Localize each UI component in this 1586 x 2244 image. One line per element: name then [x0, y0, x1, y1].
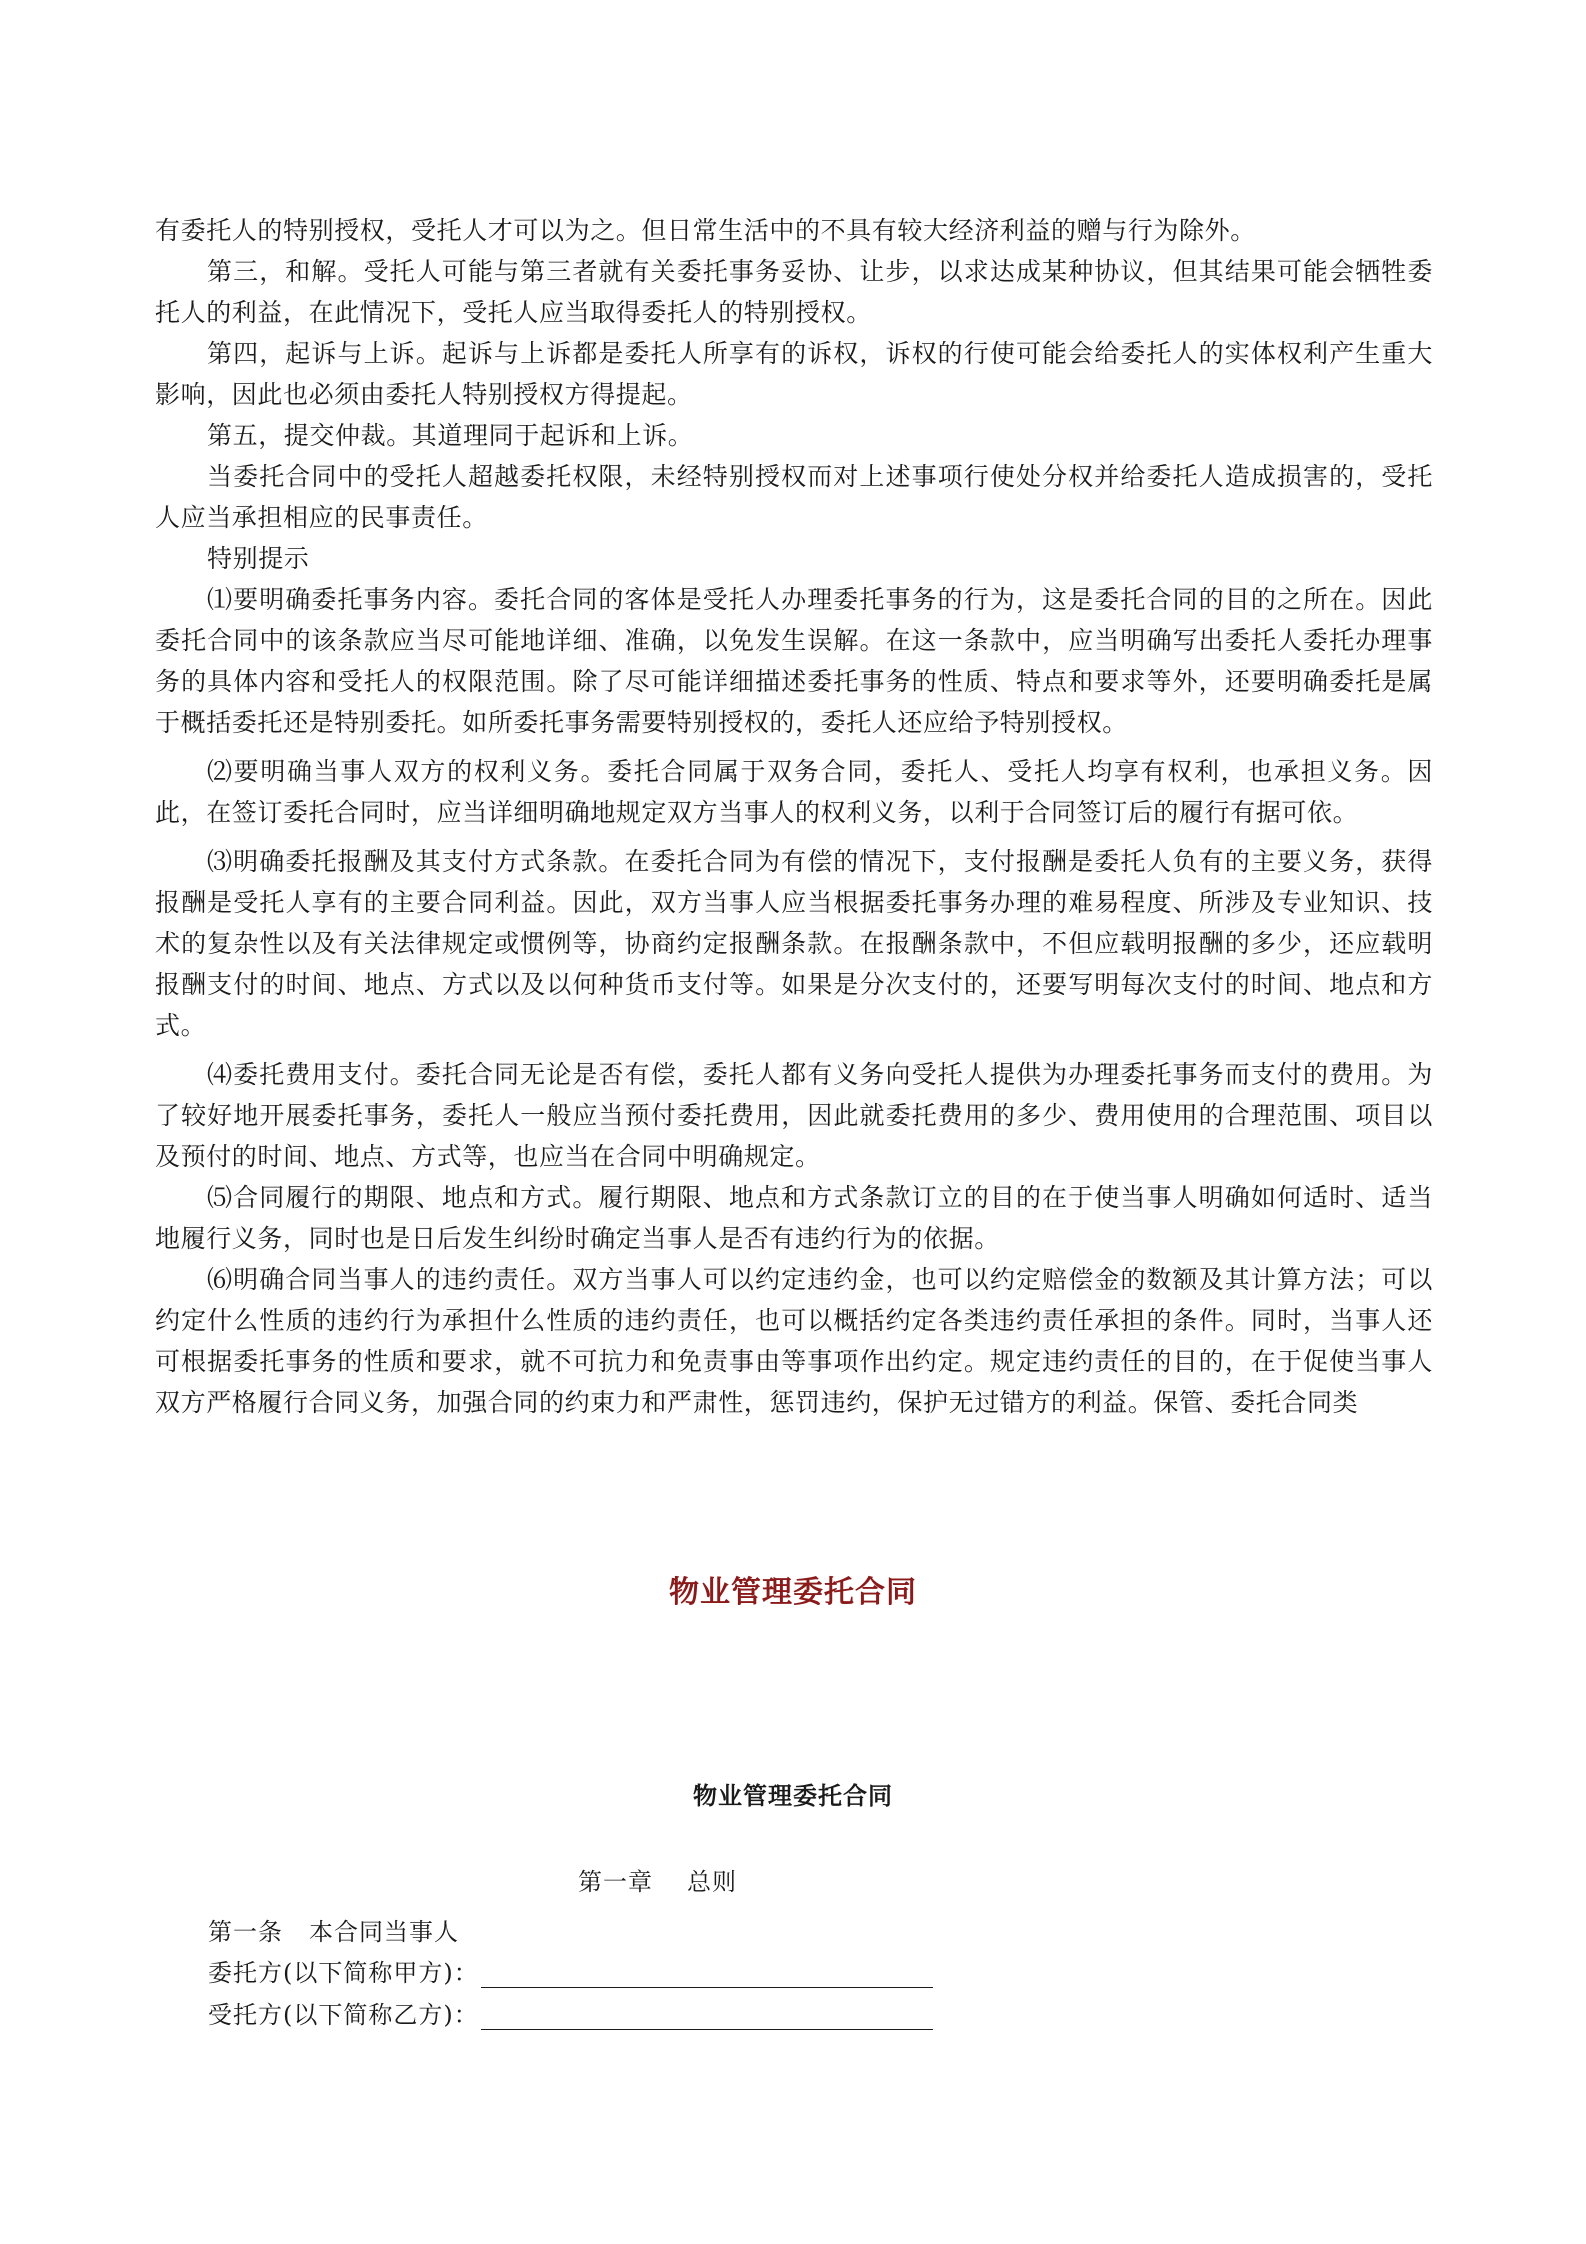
- party-b-row: [208, 1995, 933, 2030]
- contract-title: 物业管理委托合同: [693, 1781, 893, 1810]
- article-number: 第一条: [208, 1918, 283, 1946]
- paragraph: 第五，提交仲裁。其道理同于起诉和上诉。: [207, 421, 694, 450]
- party-a-field[interactable]: [481, 1961, 933, 1988]
- special-note-heading: 特别提示: [207, 544, 310, 573]
- chapter-number: 第一章: [578, 1868, 653, 1896]
- section-title: 物业管理委托合同: [669, 1575, 917, 1610]
- chapter-name: 总则: [687, 1868, 737, 1896]
- paragraph: ⑴要明确委托事务内容。委托合同的客体是受托人办理委托事务的行为，这是委托合同的目的之所在。因此委托合同中的该条款应当尽可能地详细、准确，以免发生误解。在这一条款中，应当明确写出委托人委托办理事务的具体内容和受托人的权限范围。除了尽可能详细描述委托事务的性质、特点和要求等外，还要明确委托是属于概括委托还是特别委托。如所委托事务需要特别授权的，委托人还应给予特别授权。: [155, 585, 1433, 737]
- chapter-heading: [578, 1862, 737, 1897]
- paragraph: ⑷委托费用支付。委托合同无论是否有偿，委托人都有义务向受托人提供为办理委托事务而支付的费用。为了较好地开展委托事务，委托人一般应当预付委托费用，因此就委托费用的多少、费用使用的合理范围、项目以及预付的时间、地点、方式等，也应当在合同中明确规定。: [155, 1060, 1433, 1171]
- body-text: [155, 210, 1433, 1423]
- article-heading: [208, 1912, 459, 1947]
- party-b-field[interactable]: [481, 2003, 933, 2030]
- article-text: 本合同当事人: [309, 1918, 459, 1946]
- paragraph: ⑵要明确当事人双方的权利义务。委托合同属于双务合同，委托人、受托人均享有权利，也承担义务。因此，在签订委托合同时，应当详细明确地规定双方当事人的权利义务，以利于合同签订后的履行有据可依。: [155, 757, 1433, 827]
- paragraph: 有委托人的特别授权，受托人才可以为之。但日常生活中的不具有较大经济利益的赠与行为除外。: [155, 216, 1256, 245]
- party-a-label: 委托方(以下简称甲方)：: [208, 1959, 479, 1987]
- paragraph: ⑹明确合同当事人的违约责任。双方当事人可以约定违约金，也可以约定赔偿金的数额及其计算方法；可以约定什么性质的违约行为承担什么性质的违约责任，也可以概括约定各类违约责任承担的条件。同时，当事人还可根据委托事务的性质和要求，就不可抗力和免责事由等事项作出约定。规定违约责任的目的，在于促使当事人双方严格履行合同义务，加强合同的约束力和严肃性，惩罚违约，保护无过错方的利益。保管、委托合同类: [155, 1265, 1433, 1417]
- paragraph: 第四，起诉与上诉。起诉与上诉都是委托人所享有的诉权，诉权的行使可能会给委托人的实体权利产生重大影响，因此也必须由委托人特别授权方得提起。: [155, 339, 1433, 409]
- paragraph: ⑶明确委托报酬及其支付方式条款。在委托合同为有偿的情况下，支付报酬是委托人负有的主要义务，获得报酬是受托人享有的主要合同利益。因此，双方当事人应当根据委托事务办理的难易程度、所涉及专业知识、技术的复杂性以及有关法律规定或惯例等，协商约定报酬条款。在报酬条款中，不但应载明报酬的多少，还应载明报酬支付的时间、地点、方式以及以何种货币支付等。如果是分次支付的，还要写明每次支付的时间、地点和方式。: [155, 847, 1433, 1040]
- party-b-label: 受托方(以下简称乙方)：: [208, 2001, 479, 2029]
- paragraph: 第三，和解。受托人可能与第三者就有关委托事务妥协、让步，以求达成某种协议，但其结果可能会牺牲委托人的利益，在此情况下，受托人应当取得委托人的特别授权。: [155, 257, 1433, 327]
- paragraph: ⑸合同履行的期限、地点和方式。履行期限、地点和方式条款订立的目的在于使当事人明确如何适时、适当地履行义务，同时也是日后发生纠纷时确定当事人是否有违约行为的依据。: [155, 1183, 1433, 1253]
- paragraph: 当委托合同中的受托人超越委托权限，未经特别授权而对上述事项行使处分权并给委托人造成损害的，受托人应当承担相应的民事责任。: [155, 462, 1433, 532]
- party-a-row: [208, 1953, 933, 1988]
